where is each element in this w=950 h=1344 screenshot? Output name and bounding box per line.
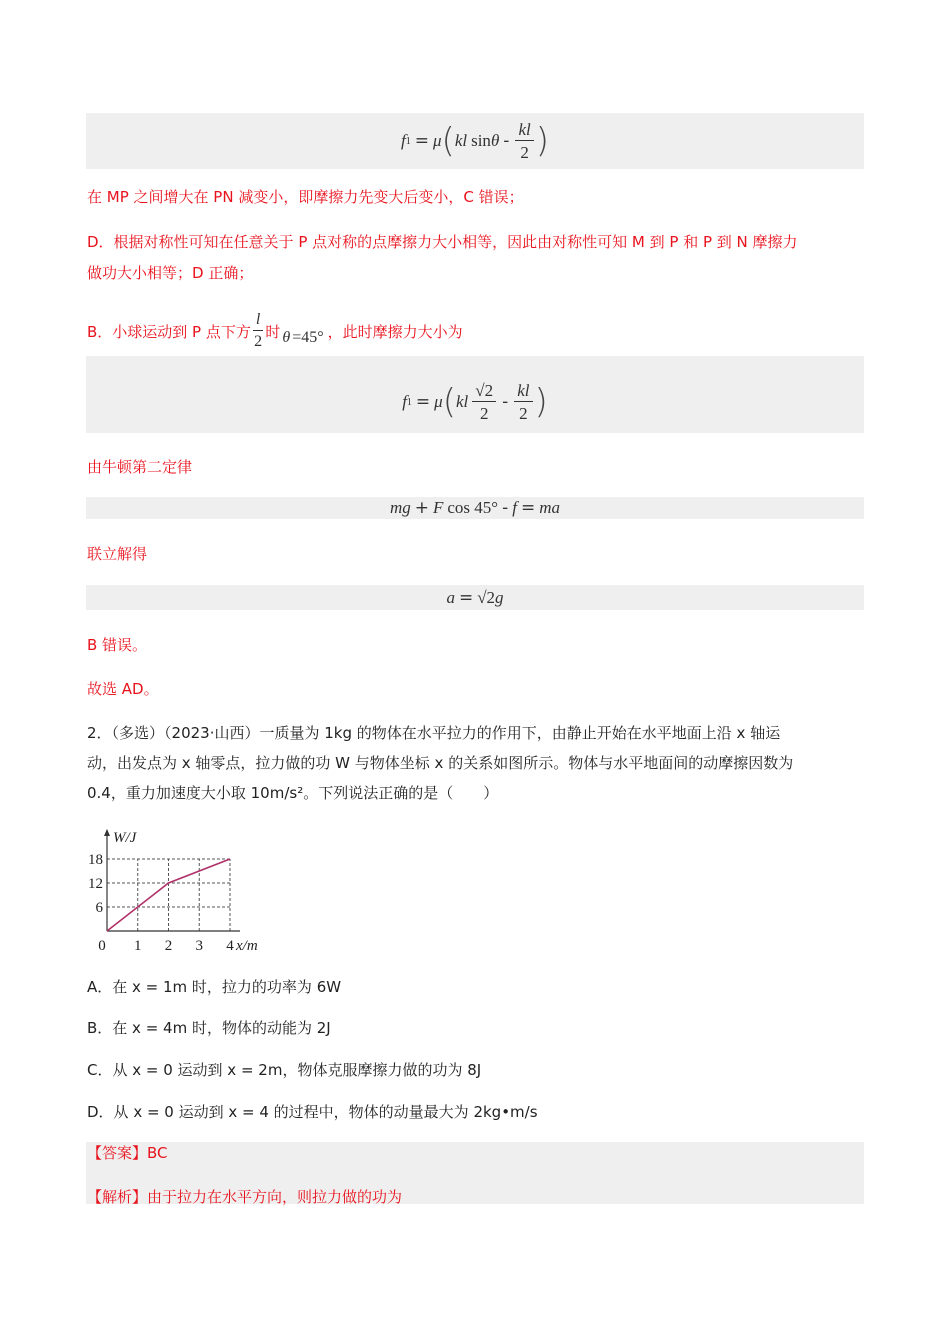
x-tick-label: 3 [195,938,203,954]
formula-block-1: f 1 = μ ( kl sin θ - $\frac{kl}{2}$ ) [86,113,864,169]
formula-block-4: a = √2 g [86,585,864,610]
y-tick-label: 18 [88,852,103,868]
x-axis-label: x/m [236,938,258,954]
option-c: C．从 x = 0 运动到 x = 2m，物体克服摩擦力做的功为 8J [87,1061,482,1079]
x-tick-label: 0 [98,938,106,954]
newton-label: 由牛顿第二定律 [87,458,193,476]
chart-grid [107,859,230,931]
y-tick-label: 12 [88,876,103,892]
option-d-analysis-line1: D．根据对称性可知在任意关于 P 点对称的点摩擦力大小相等，因此由对称性可知 M 到 P 和 P 到 N 摩擦力 [87,233,798,251]
conclusion-c: 在 MP 之间增大在 PN 减变小，即摩擦力先变大后变小，C 错误； [87,188,524,206]
option-d: D．从 x = 0 运动到 x = 4 的过程中，物体的动量最大为 2kg•m/s [87,1103,538,1121]
question-2-line2: 动，出发点为 x 轴零点，拉力做的功 W 与物体坐标 x 的关系如图所示。物体与水平地面间的动摩擦因数为 [87,754,794,772]
formula-block-3: mg + F cos 45° - f = ma [86,497,864,519]
b-mid: 时 [265,322,281,341]
question-2-line3: 0.4，重力加速度大小取 10m/s²。下列说法正确的是（ ） [87,784,499,802]
analysis-line: 【解析】由于拉力在水平方向，则拉力做的功为 [87,1188,403,1206]
y-axis-label: W/J [113,830,137,846]
option-d-analysis-line2: 做功大小相等；D 正确； [87,264,254,282]
option-b-analysis: B．小球运动到 P 点下方 $\frac{l}{2}$ 时 θ =45° ，此时摩擦力大小为 [87,311,463,350]
work-displacement-chart [85,826,275,956]
option-a: A．在 x = 1m 时，拉力的功率为 6W [87,978,342,996]
formula-block-2: f 1 = μ ( kl $\frac{√2}{2}$ - $\frac{kl}{2}$ ) [86,356,864,433]
question-2-line1: 2．（多选）（2023·山西）一质量为 1kg 的物体在水平拉力的作用下，由静止开始在水平地面上沿 x 轴运 [87,724,781,742]
b-wrong: B 错误。 [87,636,148,654]
x-tick-label: 1 [134,938,142,954]
x-tick-label: 4 [226,938,234,954]
b-suffix: ，此时摩擦力大小为 [327,322,463,341]
b-prefix: B．小球运动到 P 点下方 [87,322,251,341]
y-tick-label: 6 [95,900,103,916]
option-b: B．在 x = 4m 时，物体的动能为 2J [87,1019,331,1037]
x-tick-label: 2 [164,938,173,954]
answer-line: 【答案】BC [87,1144,168,1162]
answer-block [86,1142,864,1204]
y-axis-arrow [104,829,110,836]
solve-label: 联立解得 [87,545,148,563]
final-answer: 故选 AD。 [87,680,159,698]
chart-labels [88,830,258,954]
